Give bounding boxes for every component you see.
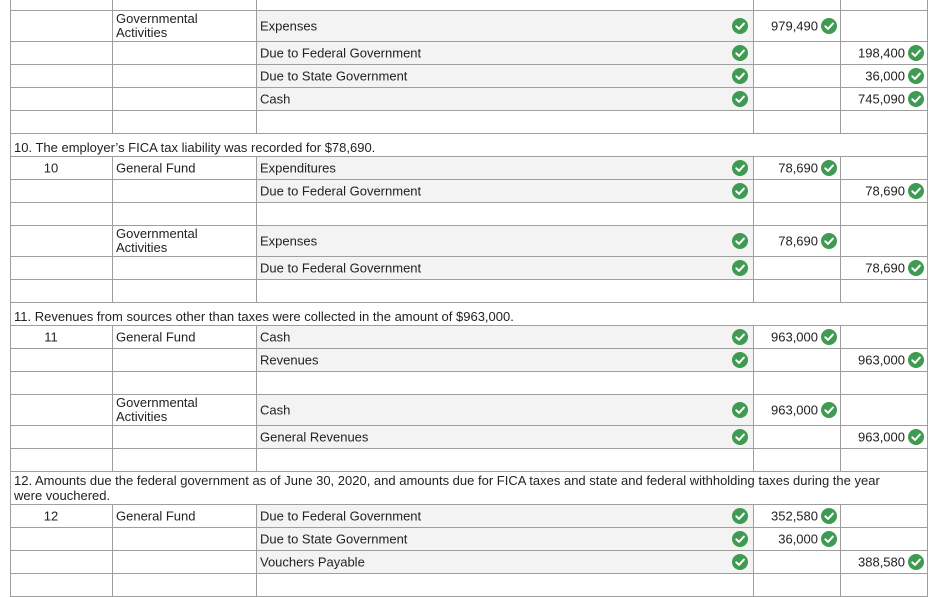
credit-amount: 78,690 xyxy=(865,183,905,199)
credit-cell[interactable] xyxy=(841,395,928,426)
transaction-no-cell xyxy=(10,157,113,180)
transaction-no-cell xyxy=(10,42,113,65)
fund-cell xyxy=(113,449,257,472)
account-cell[interactable] xyxy=(257,505,754,528)
description-text: 12. Amounts due the federal government as of June 30, 2020, and amounts due for FICA taxes and state and federal withholding taxes during the year were vouchered. xyxy=(14,473,880,503)
debit-cell[interactable] xyxy=(754,65,841,88)
transaction-no-cell xyxy=(10,528,113,551)
transaction-no-cell xyxy=(10,551,113,574)
transaction-description xyxy=(10,472,928,505)
fund-label: General Fund xyxy=(116,329,196,345)
credit-cell[interactable] xyxy=(841,157,928,180)
account-name: Due to Federal Government xyxy=(260,183,422,199)
account-cell[interactable] xyxy=(257,551,754,574)
journal-row xyxy=(10,349,928,372)
description-text: 11. Revenues from sources other than taxes were collected in the amount of $963,000. xyxy=(14,309,514,324)
credit-cell[interactable] xyxy=(841,449,928,472)
check-circle-icon xyxy=(732,531,748,547)
account-name: Cash xyxy=(260,91,291,107)
debit-cell[interactable] xyxy=(754,280,841,303)
credit-cell[interactable] xyxy=(841,280,928,303)
transaction-no-cell xyxy=(10,111,113,134)
check-circle-icon xyxy=(821,329,837,345)
fund-cell xyxy=(113,203,257,226)
credit-amount: 388,580 xyxy=(858,554,905,570)
check-circle-icon xyxy=(732,352,748,368)
check-circle-icon xyxy=(821,160,837,176)
account-cell[interactable] xyxy=(257,65,754,88)
debit-amount: 963,000 xyxy=(771,402,818,418)
credit-amount: 36,000 xyxy=(865,68,905,84)
debit-amount: 963,000 xyxy=(771,329,818,345)
account-name: Vouchers Payable xyxy=(260,554,365,570)
check-circle-icon xyxy=(821,18,837,34)
check-circle-icon xyxy=(908,352,924,368)
credit-cell[interactable] xyxy=(841,180,928,203)
account-name: Due to Federal Government xyxy=(260,45,422,61)
journal-row xyxy=(10,42,928,65)
fund-cell xyxy=(113,505,257,528)
debit-cell[interactable] xyxy=(754,505,841,528)
credit-cell[interactable] xyxy=(841,0,928,11)
check-circle-icon xyxy=(908,429,924,445)
fund-cell xyxy=(113,180,257,203)
account-name: General Revenues xyxy=(260,429,369,445)
debit-amount: 36,000 xyxy=(778,531,818,547)
account-cell[interactable] xyxy=(257,226,754,257)
debit-cell[interactable] xyxy=(754,203,841,226)
credit-cell[interactable] xyxy=(841,226,928,257)
transaction-description xyxy=(10,303,928,326)
fund-cell xyxy=(113,551,257,574)
description-text: 10. The employer’s FICA tax liability was recorded for $78,690. xyxy=(14,140,376,155)
journal-row xyxy=(10,528,928,551)
credit-cell[interactable] xyxy=(841,372,928,395)
account-cell[interactable] xyxy=(257,528,754,551)
fund-cell xyxy=(113,574,257,597)
account-name: Expenditures xyxy=(260,160,336,176)
journal-row xyxy=(10,280,928,303)
fund-cell xyxy=(113,349,257,372)
check-circle-icon xyxy=(732,329,748,345)
journal-row xyxy=(10,326,928,349)
debit-cell[interactable] xyxy=(754,326,841,349)
check-circle-icon xyxy=(821,508,837,524)
debit-cell[interactable] xyxy=(754,0,841,11)
check-circle-icon xyxy=(732,45,748,61)
check-circle-icon xyxy=(908,68,924,84)
credit-cell[interactable] xyxy=(841,326,928,349)
debit-cell[interactable] xyxy=(754,257,841,280)
transaction-no-cell xyxy=(10,180,113,203)
debit-cell[interactable] xyxy=(754,226,841,257)
account-name: Due to State Government xyxy=(260,531,408,547)
check-circle-icon xyxy=(732,18,748,34)
journal-row xyxy=(10,449,928,472)
credit-amount: 745,090 xyxy=(858,91,905,107)
journal-row xyxy=(10,180,928,203)
debit-cell[interactable] xyxy=(754,180,841,203)
fund-cell xyxy=(113,11,257,42)
fund-label: Governmental Activities xyxy=(116,226,198,255)
debit-cell[interactable] xyxy=(754,449,841,472)
account-cell[interactable] xyxy=(257,280,754,303)
check-circle-icon xyxy=(821,402,837,418)
transaction-no-cell xyxy=(10,0,113,11)
fund-cell xyxy=(113,395,257,426)
check-circle-icon xyxy=(732,429,748,445)
account-cell[interactable] xyxy=(257,349,754,372)
journal-row xyxy=(10,372,928,395)
debit-cell[interactable] xyxy=(754,426,841,449)
credit-cell[interactable] xyxy=(841,528,928,551)
fund-cell xyxy=(113,528,257,551)
transaction-no-cell xyxy=(10,505,113,528)
debit-cell[interactable] xyxy=(754,372,841,395)
check-circle-icon xyxy=(821,531,837,547)
transaction-no-cell xyxy=(10,449,113,472)
transaction-no-cell xyxy=(10,65,113,88)
fund-cell xyxy=(113,65,257,88)
fund-cell xyxy=(113,88,257,111)
debit-amount: 78,690 xyxy=(778,160,818,176)
credit-cell[interactable] xyxy=(841,42,928,65)
transaction-no-cell xyxy=(10,326,113,349)
journal-row xyxy=(10,203,928,226)
credit-cell[interactable] xyxy=(841,203,928,226)
transaction-no-cell xyxy=(10,257,113,280)
journal-row xyxy=(10,551,928,574)
journal-row xyxy=(10,257,928,280)
account-cell[interactable] xyxy=(257,372,754,395)
journal-row xyxy=(10,505,928,528)
fund-cell xyxy=(113,280,257,303)
debit-amount: 352,580 xyxy=(771,508,818,524)
journal-row xyxy=(10,0,928,11)
debit-cell[interactable] xyxy=(754,42,841,65)
fund-label: Governmental Activities xyxy=(116,11,198,40)
account-cell[interactable] xyxy=(257,42,754,65)
check-circle-icon xyxy=(732,233,748,249)
transaction-no-cell xyxy=(10,203,113,226)
debit-cell[interactable] xyxy=(754,395,841,426)
journal-row xyxy=(10,111,928,134)
debit-amount: 979,490 xyxy=(771,18,818,34)
check-circle-icon xyxy=(732,91,748,107)
transaction-no-cell xyxy=(10,372,113,395)
transaction-number: 11 xyxy=(44,329,58,345)
account-cell[interactable] xyxy=(257,157,754,180)
check-circle-icon xyxy=(908,183,924,199)
debit-cell[interactable] xyxy=(754,551,841,574)
account-cell[interactable] xyxy=(257,88,754,111)
journal-row xyxy=(10,65,928,88)
transaction-no-cell xyxy=(10,88,113,111)
account-cell[interactable] xyxy=(257,111,754,134)
fund-cell xyxy=(113,426,257,449)
credit-cell[interactable] xyxy=(841,111,928,134)
check-circle-icon xyxy=(908,45,924,61)
check-circle-icon xyxy=(908,554,924,570)
debit-cell[interactable] xyxy=(754,528,841,551)
transaction-no-cell xyxy=(10,395,113,426)
debit-cell[interactable] xyxy=(754,574,841,597)
account-cell[interactable] xyxy=(257,395,754,426)
fund-label: Governmental Activities xyxy=(116,395,198,424)
check-circle-icon xyxy=(732,402,748,418)
account-cell[interactable] xyxy=(257,574,754,597)
credit-cell[interactable] xyxy=(841,505,928,528)
check-circle-icon xyxy=(732,508,748,524)
journal-row xyxy=(10,426,928,449)
fund-cell xyxy=(113,0,257,11)
debit-cell[interactable] xyxy=(754,349,841,372)
account-cell[interactable] xyxy=(257,257,754,280)
account-name: Cash xyxy=(260,329,291,345)
fund-cell xyxy=(113,226,257,257)
transaction-no-cell xyxy=(10,280,113,303)
credit-amount: 198,400 xyxy=(858,45,905,61)
account-cell[interactable] xyxy=(257,203,754,226)
check-circle-icon xyxy=(732,183,748,199)
journal-row xyxy=(10,574,928,597)
credit-amount: 78,690 xyxy=(865,260,905,276)
account-name: Expenses xyxy=(260,18,318,34)
credit-cell[interactable] xyxy=(841,426,928,449)
fund-cell xyxy=(113,372,257,395)
account-cell[interactable] xyxy=(257,11,754,42)
account-name: Due to Federal Government xyxy=(260,508,422,524)
journal-row xyxy=(10,11,928,42)
journal-row xyxy=(10,157,928,180)
check-circle-icon xyxy=(732,260,748,276)
credit-cell[interactable] xyxy=(841,551,928,574)
credit-cell[interactable] xyxy=(841,574,928,597)
transaction-description xyxy=(10,134,928,157)
check-circle-icon xyxy=(908,260,924,276)
check-circle-icon xyxy=(732,68,748,84)
credit-cell[interactable] xyxy=(841,257,928,280)
fund-cell xyxy=(113,257,257,280)
credit-cell[interactable] xyxy=(841,349,928,372)
fund-cell xyxy=(113,326,257,349)
fund-label: General Fund xyxy=(116,160,196,176)
journal-row xyxy=(10,88,928,111)
transaction-no-cell xyxy=(10,349,113,372)
credit-amount: 963,000 xyxy=(858,429,905,445)
credit-amount: 963,000 xyxy=(858,352,905,368)
account-cell[interactable] xyxy=(257,180,754,203)
journal-row xyxy=(10,395,928,426)
transaction-no-cell xyxy=(10,226,113,257)
account-name: Due to Federal Government xyxy=(260,260,422,276)
fund-cell xyxy=(113,111,257,134)
transaction-no-cell xyxy=(10,426,113,449)
check-circle-icon xyxy=(732,554,748,570)
account-name: Revenues xyxy=(260,352,319,368)
transaction-no-cell xyxy=(10,574,113,597)
account-cell[interactable] xyxy=(257,426,754,449)
account-name: Due to State Government xyxy=(260,68,408,84)
transaction-no-cell xyxy=(10,11,113,42)
debit-cell[interactable] xyxy=(754,157,841,180)
fund-cell xyxy=(113,157,257,180)
credit-cell[interactable] xyxy=(841,88,928,111)
account-cell[interactable] xyxy=(257,0,754,11)
fund-cell xyxy=(113,42,257,65)
debit-cell[interactable] xyxy=(754,11,841,42)
fund-label: General Fund xyxy=(116,508,196,524)
check-circle-icon xyxy=(908,91,924,107)
debit-cell[interactable] xyxy=(754,111,841,134)
check-circle-icon xyxy=(821,233,837,249)
debit-amount: 78,690 xyxy=(778,233,818,249)
account-name: Expenses xyxy=(260,233,318,249)
credit-cell[interactable] xyxy=(841,11,928,42)
debit-cell[interactable] xyxy=(754,88,841,111)
account-cell[interactable] xyxy=(257,449,754,472)
account-name: Cash xyxy=(260,402,291,418)
transaction-number: 10 xyxy=(43,160,59,176)
check-circle-icon xyxy=(732,160,748,176)
transaction-number: 12 xyxy=(43,508,59,524)
journal-row xyxy=(10,226,928,257)
credit-cell[interactable] xyxy=(841,65,928,88)
account-cell[interactable] xyxy=(257,326,754,349)
